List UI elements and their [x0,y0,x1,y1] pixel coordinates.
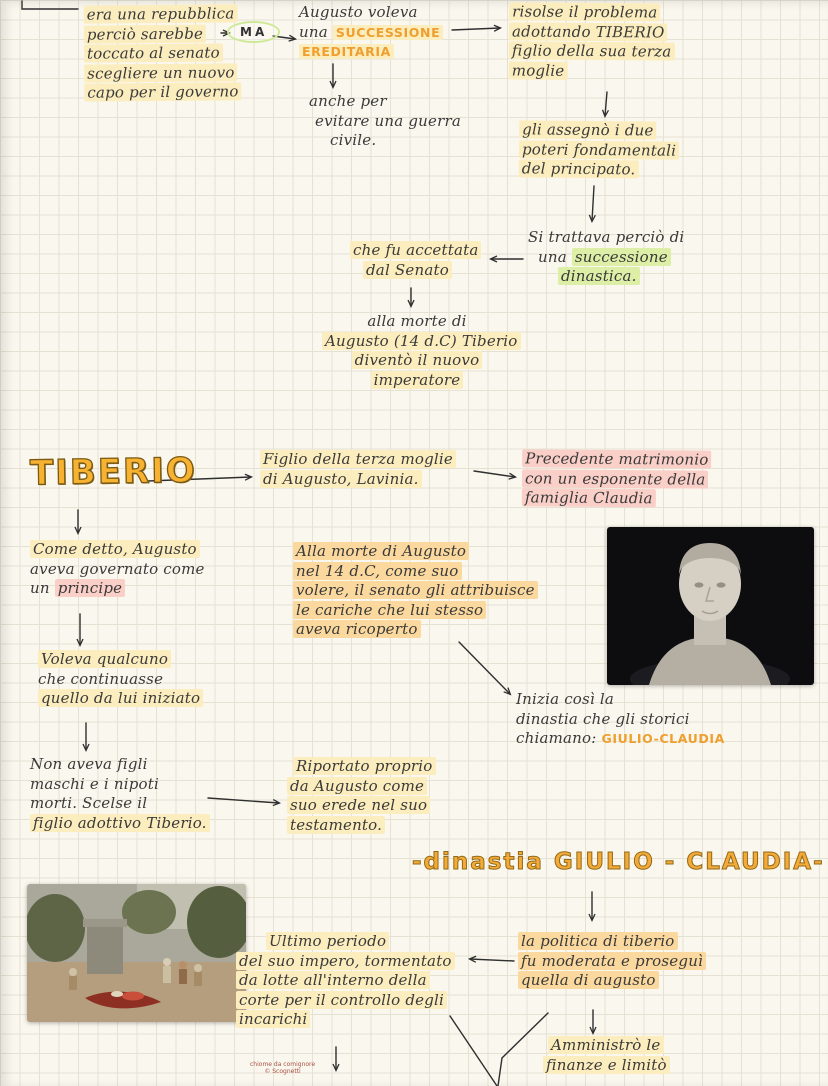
note-continuita: Voleva qualcuno che continuasse quello da lui iniziato [38,650,203,709]
note-matrimonio-claudia: Precedente matrimonio con un esponente della famiglia Claudia [522,449,712,509]
tiberius-bust-illustration [607,527,814,685]
note-finanze: Amministrò le finanze e limitò [543,1036,670,1075]
note-successione-dinastica: Si trattava perciò di una successione dinastica. [528,228,685,285]
note-adozione-tiberio: risolse il problema adottando TIBERIO figlio della sua terza moglie [509,2,675,81]
note-inizio-dinastia: Inizia così la dinastia che gli storici chiamano: GIULIO-CLAUDIA [516,690,725,747]
note-successione-ereditaria: Augusto voleva una SUCCESSIONE EREDITARIA [299,3,443,62]
note-cariche-senato: Alla morte di Augusto nel 14 d.C, come suo volere, il senato gli attribuisce le cariche che lui stesso aveva ricoperto [293,542,538,640]
note-poteri-principato: gli assegnò i due poteri fondamentali del principato. [519,120,680,180]
note-nuovo-imperatore: alla morte di Augusto (14 d.C) Tiberio diventò il nuovo imperatore [322,312,512,390]
note-guerra-civile: anche per evitare una guerra civile. [309,92,461,149]
historical-painting [27,884,246,1022]
section-title-tiberio: TIBERIO [29,450,198,494]
tiberius-bust-photo [607,527,814,685]
note-accettata-senato: che fu accettata dal Senato [350,241,481,280]
ma-connector-oval: MA [227,21,280,43]
watermark: chiome da comignore © Scognetti [250,1061,316,1075]
note-augusto-principe: Come detto, Augusto aveva governato come un principe [30,540,205,597]
note-testamento: Riportato proprio da Augusto come suo erede nel suo testamento. [287,757,436,835]
historical-painting-illustration [27,884,246,1022]
note-politica-moderata: la politica di tiberio fu moderata e proseguì quella di augusto [518,932,706,991]
section-title-dinastia-giulio-claudia: -dinastia GIULIO - CLAUDIA- [412,849,825,875]
note-ultimo-periodo: Ultimo periodo del suo impero, tormentato da lotte all'interno della corte per il controllo degli incarichi [236,932,455,1030]
note-republic-problem: era una repubblica perciò sarebbe toccato al senato scegliere un nuovo capo per il governo [84,4,242,103]
note-figlio-adottivo: Non aveva figli maschi e i nipoti morti. Scelse il figlio adottivo Tiberio. [30,755,210,833]
note-figlio-lavinia: Figlio della terza moglie di Augusto, Lavinia. [260,450,456,489]
